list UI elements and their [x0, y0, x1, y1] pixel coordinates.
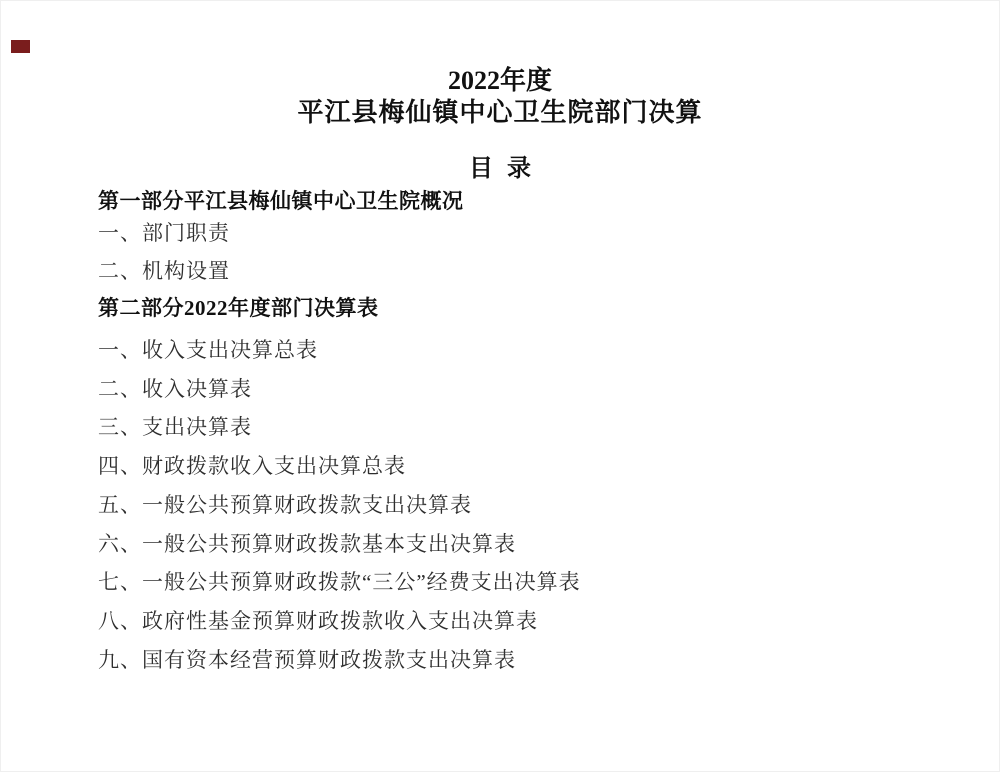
- document-title-name: 平江县梅仙镇中心卫生院部门决算: [297, 98, 703, 127]
- toc-item-part2-3: 三、支出决算表: [98, 415, 252, 439]
- toc-item-part2-9: 九、国有资本经营预算财政拨款支出决算表: [98, 648, 516, 672]
- toc-item-part2-7: 七、一般公共预算财政拨款“三公”经费支出决算表: [98, 570, 581, 594]
- red-marker: [11, 40, 30, 53]
- toc-item-part1-1: 一、部门职责: [98, 221, 230, 245]
- toc-part1-heading: 第一部分平江县梅仙镇中心卫生院概况: [98, 189, 464, 213]
- toc-item-part2-6: 六、一般公共预算财政拨款基本支出决算表: [98, 532, 516, 556]
- toc-item-part2-5: 五、一般公共预算财政拨款支出决算表: [98, 493, 472, 517]
- toc-item-part2-2: 二、收入决算表: [98, 377, 252, 401]
- toc-item-part2-4: 四、财政拨款收入支出决算总表: [98, 454, 406, 478]
- toc-item-part2-1: 一、收入支出决算总表: [98, 338, 318, 362]
- toc-item-part2-8: 八、政府性基金预算财政拨款收入支出决算表: [98, 609, 538, 633]
- toc-part2-heading: 第二部分2022年度部门决算表: [98, 296, 379, 320]
- toc-title: 目 录: [469, 156, 531, 182]
- document-title-year: 2022年度: [447, 66, 552, 95]
- toc-item-part1-2: 二、机构设置: [98, 259, 230, 283]
